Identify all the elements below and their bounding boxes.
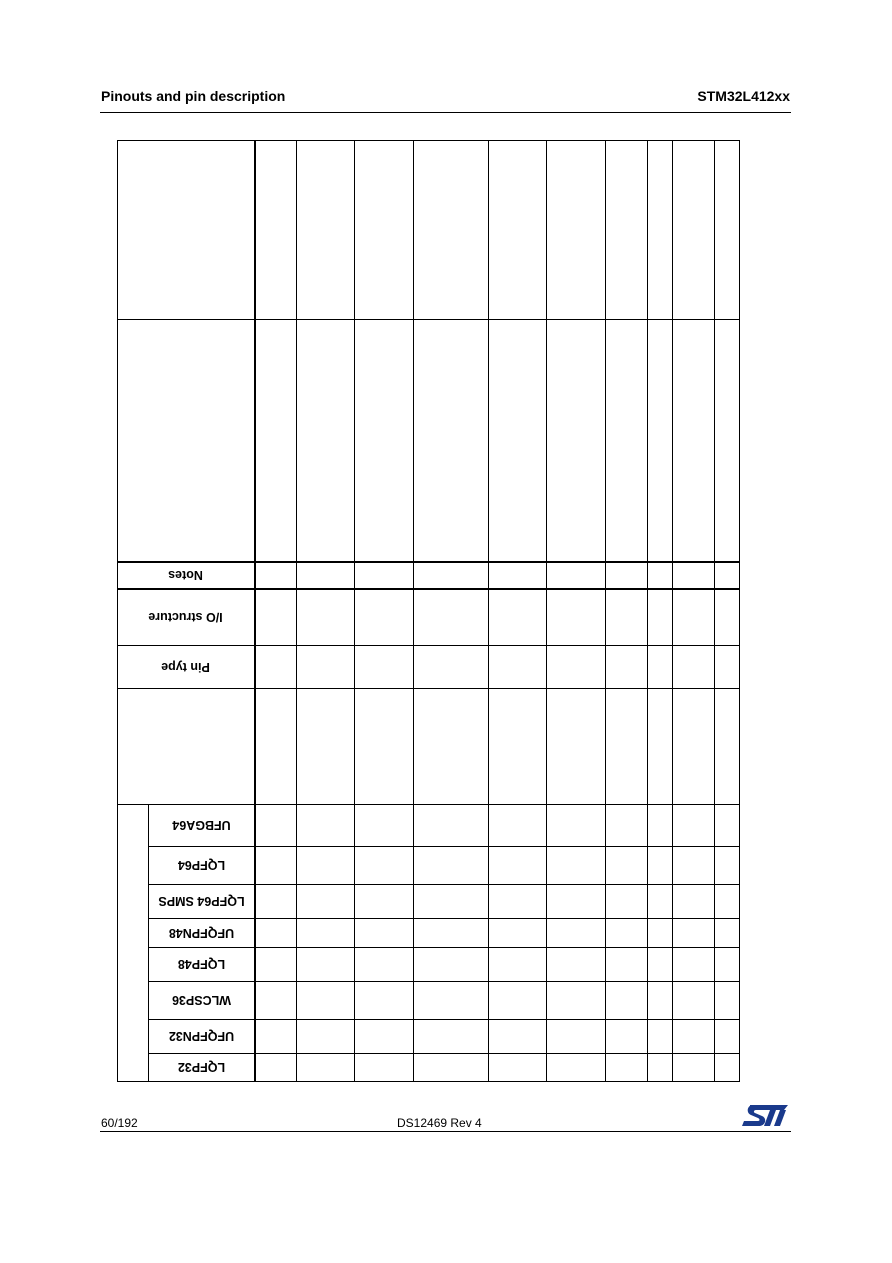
row-line	[117, 688, 740, 689]
header-rule	[100, 112, 791, 113]
st-logo-icon	[742, 1103, 788, 1129]
column-line	[488, 140, 489, 1082]
page-number: 60/192	[101, 1116, 138, 1130]
package-wlcsp36-header: WLCSP36	[171, 993, 232, 1008]
header-separator	[254, 140, 256, 1082]
column-line	[605, 140, 606, 1082]
package-ufqfpn48-header: UFQFPN48	[168, 926, 235, 940]
section-title: Pinouts and pin description	[101, 88, 286, 104]
column-line	[354, 140, 355, 1082]
table-border-right	[739, 140, 740, 1082]
package-lqfp32-header: LQFP32	[177, 1060, 226, 1075]
notes-header: Notes	[168, 568, 203, 583]
package-lqfp48-header: LQFP48	[177, 957, 226, 972]
package-ufqfpn32-header: UFQFPN32	[168, 1029, 235, 1044]
io-structure-header: I/O structure	[148, 610, 223, 625]
part-number: STM32L412xx	[697, 88, 790, 104]
package-ufbga64-header: UFBGA64	[172, 818, 231, 833]
pin-type-header: Pin type	[161, 660, 210, 674]
document-id: DS12469 Rev 4	[397, 1116, 482, 1130]
package-lqfp64-header: LQFP64	[177, 858, 226, 873]
column-line	[714, 140, 715, 1082]
package-lqfp64-smps-header: LQFP64 SMPS	[158, 894, 245, 909]
pin-description-table	[117, 140, 740, 1082]
column-line	[647, 140, 648, 1082]
footer-rule	[100, 1131, 791, 1132]
column-line	[413, 140, 414, 1082]
column-line	[546, 140, 547, 1082]
row-line	[117, 319, 740, 320]
column-line	[672, 140, 673, 1082]
column-line	[296, 140, 297, 1082]
